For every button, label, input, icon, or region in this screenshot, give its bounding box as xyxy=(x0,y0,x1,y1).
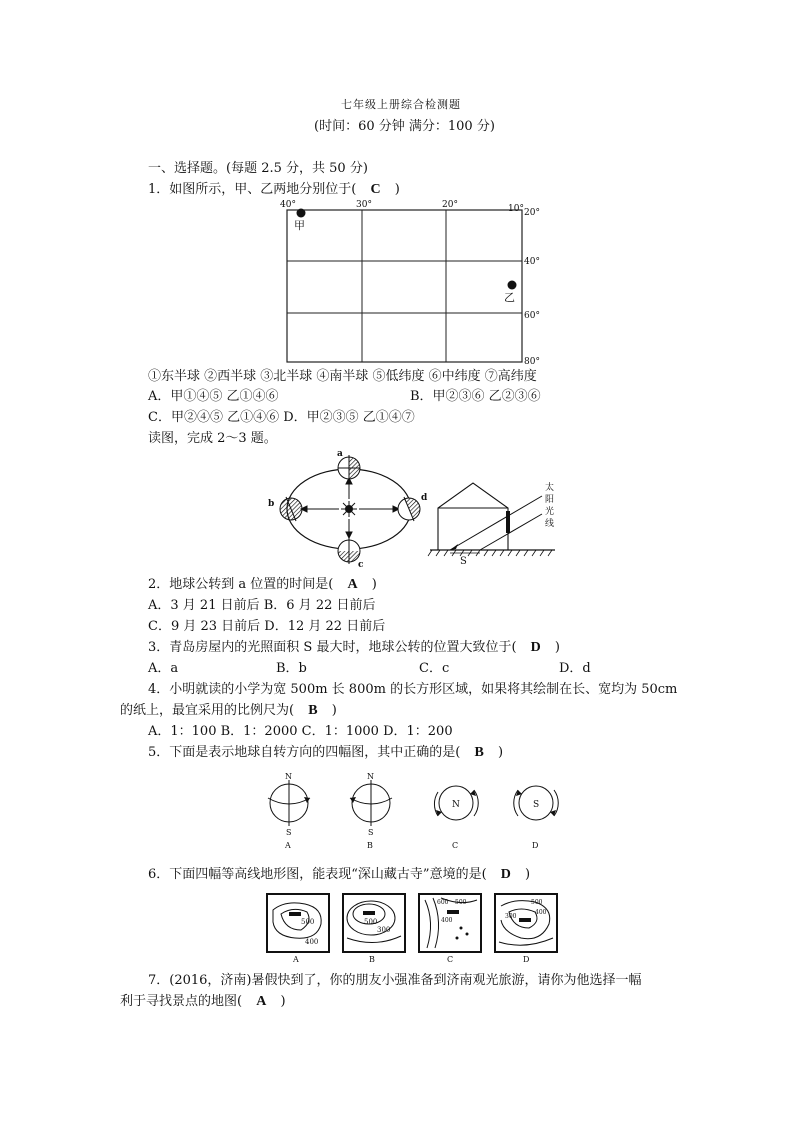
grid-right-label: 60° xyxy=(524,311,540,321)
point-jia-label: 甲 xyxy=(294,219,305,232)
sunlight-label: 光 xyxy=(545,507,555,517)
question-1-option-a: A．甲①④⑤ 乙①④⑥ xyxy=(148,389,279,404)
question-7-close: ) xyxy=(280,994,286,1009)
orbit-label-b: b xyxy=(268,499,275,509)
contour-map-b xyxy=(343,894,405,964)
svg-text:500: 500 xyxy=(531,899,543,906)
question-5-close: ) xyxy=(497,745,504,760)
question-2-option-cd: C．9 月 23 日前后 D．12 月 22 日前后 xyxy=(148,619,386,634)
question-6-stem xyxy=(148,866,530,884)
question-2-text: 2．地球公转到 a 位置的时间是( xyxy=(148,577,334,592)
point-yi-label: 乙 xyxy=(504,291,515,304)
reading-note: 读图，完成 2～3 题。 xyxy=(148,431,277,446)
svg-text:D: D xyxy=(532,841,539,850)
grid-top-label: 40° xyxy=(280,200,296,210)
grid-top-label: 10° xyxy=(508,204,524,214)
question-7-line2 xyxy=(120,993,286,1011)
sunlight-label: 阳 xyxy=(545,495,555,505)
svg-text:500: 500 xyxy=(364,918,378,926)
contour-map-d xyxy=(495,894,557,964)
svg-text:600: 600 xyxy=(437,899,449,906)
question-4-text: 的纸上，最宜采用的比例尺为( xyxy=(120,703,295,718)
question-4-answer: B xyxy=(308,703,318,718)
earth-position-d xyxy=(398,497,420,521)
earth-position-b xyxy=(280,497,302,521)
svg-text:C: C xyxy=(452,841,459,850)
svg-text:N: N xyxy=(285,772,292,781)
svg-text:C: C xyxy=(447,955,454,964)
svg-text:300: 300 xyxy=(505,913,517,920)
earth-orbit-figure xyxy=(265,448,435,570)
svg-text:400: 400 xyxy=(441,917,453,924)
question-6-text: 6．下面四幅等高线地形图，能表现“深山藏古寺”意境的是( xyxy=(148,867,487,882)
question-6-close: ) xyxy=(525,867,531,882)
question-3-close: ) xyxy=(554,640,560,655)
house-sunlight-figure xyxy=(430,478,565,566)
svg-text:400: 400 xyxy=(535,909,547,916)
question-4-line2 xyxy=(120,702,337,720)
question-4-line1: 4．小明就读的小学为宽 500m 长 800m 的长方形区域，如果将其绘制在长、宽均为 50cm xyxy=(148,682,678,697)
svg-text:300: 300 xyxy=(377,926,391,934)
question-3-option: C．c xyxy=(419,661,450,676)
question-5-text: 5．下面是表示地球自转方向的四幅图，其中正确的是( xyxy=(148,745,461,760)
svg-text:S: S xyxy=(286,828,292,837)
grid-right-label: 80° xyxy=(524,357,540,367)
question-2-stem xyxy=(148,576,377,594)
sunlight-label: 太 xyxy=(545,483,555,493)
question-1-text: 1．如图所示，甲、乙两地分别位于( xyxy=(148,182,357,197)
question-1-option-cd: C．甲②④⑤ 乙①④⑥ D．甲②③⑤ 乙①④⑦ xyxy=(148,410,415,425)
svg-text:N: N xyxy=(452,800,460,810)
page-subtitle: (时间：60 分钟 满分：100 分) xyxy=(314,119,495,134)
svg-text:S: S xyxy=(368,828,374,837)
contour-map-c xyxy=(419,894,481,964)
sunlight-label: 线 xyxy=(545,519,555,529)
svg-text:S: S xyxy=(533,800,540,810)
question-1-option-b: B．甲②③⑥ 乙②③⑥ xyxy=(410,389,541,404)
globe-d xyxy=(514,786,559,850)
question-4-options: A．1：100 B．1：2000 C．1：1000 D．1：200 xyxy=(148,724,453,739)
section-heading: 一、选择题。(每题 2.5 分，共 50 分) xyxy=(148,161,368,176)
orbit-label-a: a xyxy=(337,449,343,459)
question-2-option-ab: A．3 月 21 日前后 B．6 月 22 日前后 xyxy=(148,598,376,613)
svg-text:B: B xyxy=(369,955,375,964)
orbit-label-d: d xyxy=(421,493,428,503)
question-6-answer: D xyxy=(500,867,511,882)
orbit-label-c: c xyxy=(358,560,364,570)
question-5-stem xyxy=(148,744,503,762)
lat-long-grid-figure xyxy=(270,195,550,370)
question-1-answer: C xyxy=(370,182,381,197)
question-3-answer: D xyxy=(530,640,541,655)
question-1-close: ) xyxy=(394,182,400,197)
question-7-line1: 7．(2016，济南)暑假快到了，你的朋友小强准备到济南观光旅游，请你为他选择一幅 xyxy=(148,973,642,988)
point-jia-marker xyxy=(297,209,306,218)
globe-b xyxy=(350,772,392,850)
question-3-stem xyxy=(148,639,560,657)
globe-c xyxy=(434,786,478,850)
question-2-close: ) xyxy=(371,577,377,592)
page-title: 七年级上册综合检测题 xyxy=(341,98,461,111)
point-yi-marker xyxy=(508,281,517,290)
rotation-globes-figure xyxy=(258,770,578,852)
svg-text:B: B xyxy=(367,841,373,850)
question-3-text: 3．青岛房屋内的光照面积 S 最大时，地球公转的位置大致位于( xyxy=(148,640,517,655)
svg-text:500: 500 xyxy=(455,899,467,906)
question-5-answer: B xyxy=(474,745,484,760)
question-2-answer: A xyxy=(347,577,358,592)
grid-top-label: 30° xyxy=(356,200,372,210)
svg-text:500: 500 xyxy=(301,918,315,926)
question-7-text: 利于寻找景点的地图( xyxy=(120,994,243,1009)
grid-top-label: 20° xyxy=(442,200,458,210)
contour-maps-figure xyxy=(265,892,565,964)
grid-right-label: 20° xyxy=(524,208,540,218)
svg-text:A: A xyxy=(285,841,291,850)
question-4-close: ) xyxy=(331,703,337,718)
svg-text:A: A xyxy=(293,955,299,964)
earth-position-c xyxy=(338,538,360,564)
question-3-option: A．a xyxy=(148,661,179,676)
svg-text:D: D xyxy=(523,955,530,964)
contour-map-a xyxy=(267,894,329,964)
svg-text:N: N xyxy=(367,772,374,781)
question-3-option: D．d xyxy=(559,661,591,676)
svg-text:400: 400 xyxy=(305,938,319,946)
question-1-terms: ①东半球 ②西半球 ③北半球 ④南半球 ⑤低纬度 ⑥中纬度 ⑦高纬度 xyxy=(148,369,537,384)
area-s-label: S xyxy=(460,556,467,567)
globe-a xyxy=(268,772,310,850)
question-7-answer: A xyxy=(256,994,267,1009)
sun-icon xyxy=(341,501,357,517)
grid-right-label: 40° xyxy=(524,257,540,267)
question-3-option: B．b xyxy=(276,661,307,676)
